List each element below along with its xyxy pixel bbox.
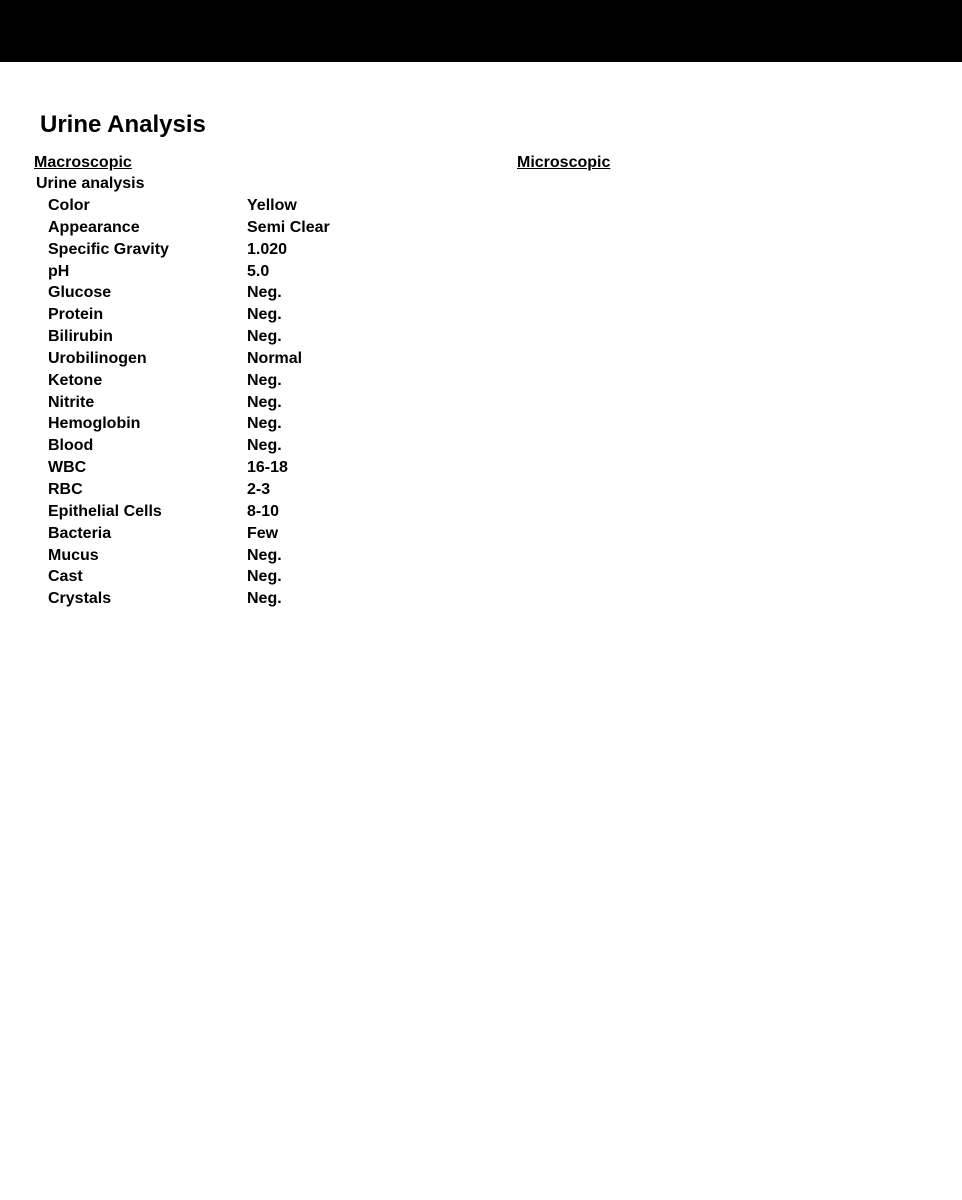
result-label: Glucose xyxy=(48,284,112,302)
result-value: 2-3 xyxy=(247,480,271,498)
result-value: Neg. xyxy=(247,393,282,411)
result-value: Neg. xyxy=(247,590,282,608)
result-row xyxy=(0,545,962,567)
result-label: Color xyxy=(48,197,90,214)
result-label: Mucus xyxy=(48,546,99,564)
result-label: Urobilinogen xyxy=(48,349,147,367)
result-value: Neg. xyxy=(247,284,282,302)
result-row xyxy=(0,435,962,457)
result-row xyxy=(0,217,962,239)
result-value: 8-10 xyxy=(247,502,280,520)
result-label: WBC xyxy=(48,459,87,477)
result-row xyxy=(0,392,962,414)
result-row xyxy=(0,566,962,588)
urine-analysis-subheading: Urine analysis xyxy=(36,175,145,192)
result-label: Blood xyxy=(48,437,94,455)
result-label: RBC xyxy=(48,480,83,498)
result-value: Neg. xyxy=(247,546,282,564)
result-row xyxy=(0,195,962,217)
result-value: 16-18 xyxy=(247,459,288,477)
result-label: Appearance xyxy=(48,218,140,236)
result-label: Nitrite xyxy=(48,393,95,411)
report-page xyxy=(0,62,962,1200)
result-row xyxy=(0,348,962,370)
result-value: Neg. xyxy=(247,328,282,346)
result-row xyxy=(0,239,962,261)
result-value: Neg. xyxy=(247,371,282,389)
result-label: Epithelial Cells xyxy=(48,502,162,520)
result-row xyxy=(0,523,962,545)
macroscopic-heading: Macroscopic xyxy=(34,154,132,171)
result-value: 1.020 xyxy=(247,240,288,258)
microscopic-heading: Microscopic xyxy=(517,154,611,171)
result-row xyxy=(0,326,962,348)
result-row xyxy=(0,588,962,610)
report-title: Urine Analysis xyxy=(40,111,206,138)
result-label: pH xyxy=(48,262,70,280)
result-label: Bacteria xyxy=(48,524,112,542)
result-row xyxy=(0,370,962,392)
result-label: Hemoglobin xyxy=(48,415,141,433)
result-value: Few xyxy=(247,524,279,542)
result-value: Neg. xyxy=(247,415,282,433)
result-row xyxy=(0,479,962,501)
result-row xyxy=(0,261,962,283)
result-row xyxy=(0,413,962,435)
result-value: Yellow xyxy=(247,197,297,214)
result-row xyxy=(0,457,962,479)
result-value: Neg. xyxy=(247,306,282,324)
result-label: Bilirubin xyxy=(48,328,113,346)
result-value: Semi Clear xyxy=(247,218,330,236)
result-value: Neg. xyxy=(247,437,282,455)
result-label: Specific Gravity xyxy=(48,240,169,258)
result-row xyxy=(0,304,962,326)
result-value: Neg. xyxy=(247,568,282,586)
result-label: Crystals xyxy=(48,590,112,608)
result-value: 5.0 xyxy=(247,262,270,280)
result-label: Cast xyxy=(48,568,83,586)
top-black-bar xyxy=(0,0,962,62)
result-row xyxy=(0,501,962,523)
result-label: Ketone xyxy=(48,371,103,389)
result-label: Protein xyxy=(48,306,104,324)
result-value: Normal xyxy=(247,349,303,367)
result-row xyxy=(0,282,962,304)
results-list xyxy=(0,195,962,610)
